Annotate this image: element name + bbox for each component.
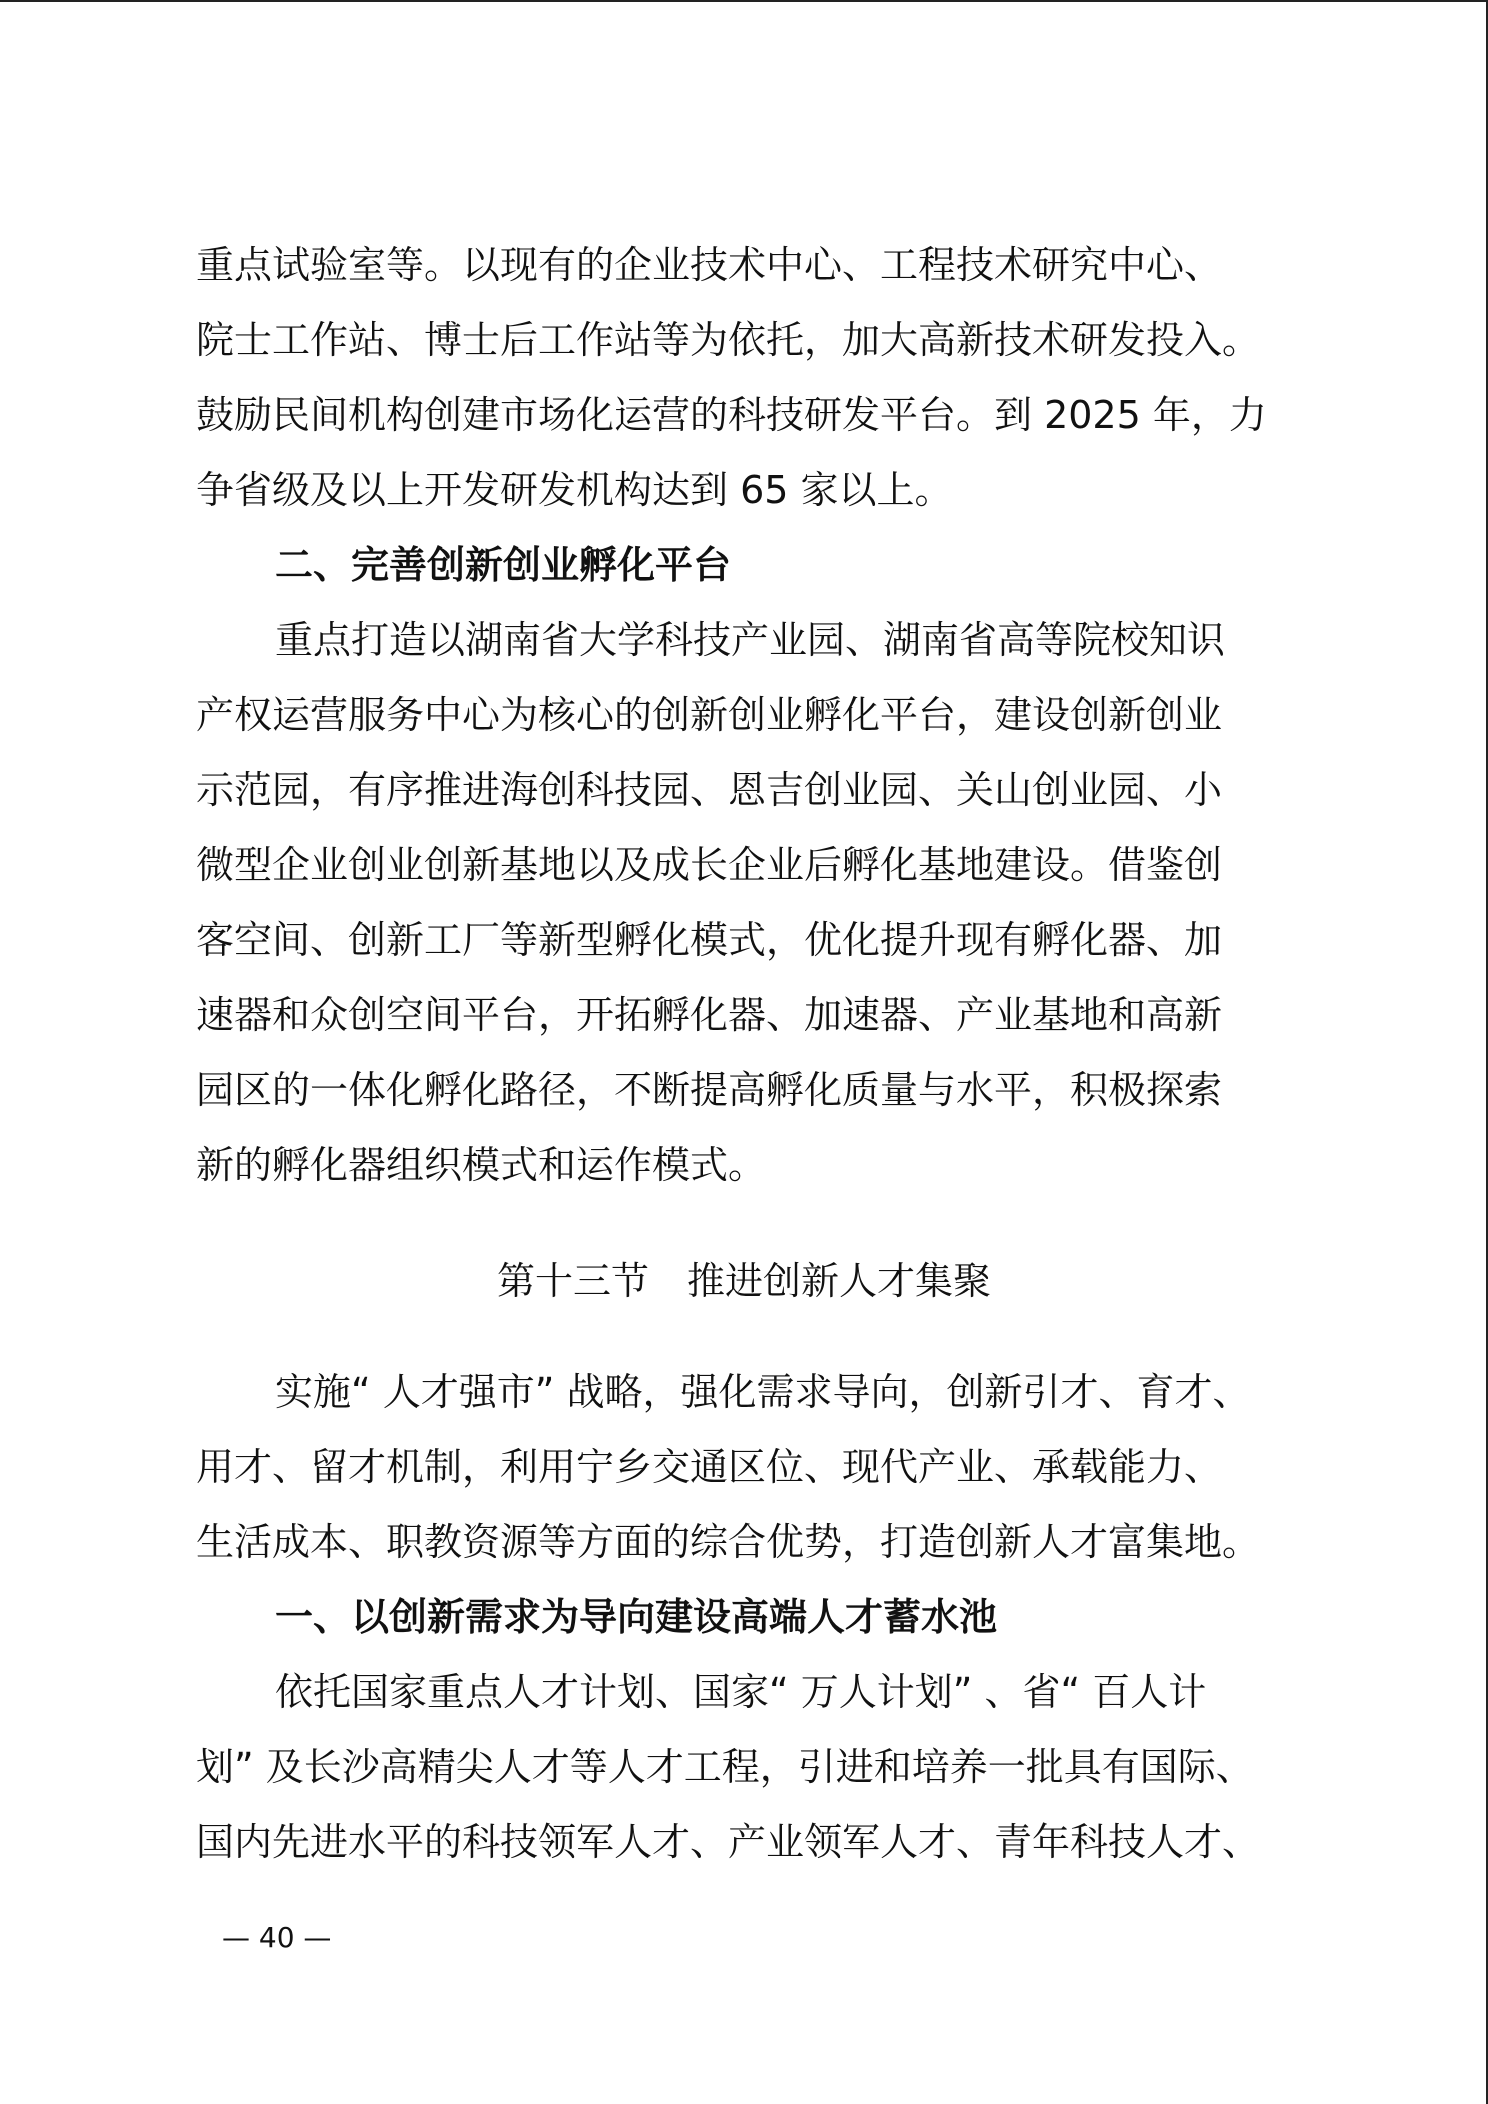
section-name: 推进创新人才集聚 [687,1259,992,1303]
text-line: 实施“ 人才强市” 战略，强化需求导向，创新引才、育才、 [275,1370,1251,1414]
text-line: 鼓励民间机构创建市场化运营的科技研发平台。到 2025 年，力 [196,393,1267,437]
page-number: — 40 — [222,1921,332,1954]
subheading-talent-pool: 一、以创新需求为导向建设高端人才蓄水池 [275,1595,998,1639]
text-line: 产权运营服务中心为核心的创新创业孵化平台，建设创新创业 [196,693,1223,737]
text-line: 客空间、创新工厂等新型孵化模式，优化提升现有孵化器、加 [196,918,1223,962]
text-line: 重点试验室等。以现有的企业技术中心、工程技术研究中心、 [196,243,1223,287]
text-line: 微型企业创业创新基地以及成长企业后孵化基地建设。借鉴创 [196,843,1223,887]
text-line: 园区的一体化孵化路径，不断提高孵化质量与水平，积极探索 [196,1068,1223,1112]
section-title [196,1244,1292,1319]
paragraph-talent-programs [196,1655,1292,1880]
paragraph-talent-strategy [196,1355,1292,1580]
paragraph-incubation [196,603,1292,1203]
text-line: 生活成本、职教资源等方面的综合优势，打造创新人才富集地。 [196,1520,1261,1564]
page-top-border [0,0,1488,2]
text-line: 国内先进水平的科技领军人才、产业领军人才、青年科技人才、 [196,1820,1261,1864]
text-line: 划” 及长沙高精尖人才等人才工程，引进和培养一批具有国际、 [196,1745,1254,1789]
section-number: 第十三节 [496,1259,649,1303]
text-line: 依托国家重点人才计划、国家“ 万人计划” 、省“ 百人计 [275,1670,1207,1714]
subheading-incubation-platform: 二、完善创新创业孵化平台 [275,543,732,587]
text-line: 新的孵化器组织模式和运作模式。 [196,1143,767,1187]
document-page [196,228,1292,1880]
text-line: 用才、留才机制，利用宁乡交通区位、现代产业、承载能力、 [196,1445,1223,1489]
text-line: 重点打造以湖南省大学科技产业园、湖南省高等院校知识 [275,618,1226,662]
text-line: 争省级及以上开发研发机构达到 65 家以上。 [196,468,953,512]
text-line: 示范园，有序推进海创科技园、恩吉创业园、关山创业园、小 [196,768,1223,812]
text-line: 速器和众创空间平台，开拓孵化器、加速器、产业基地和高新 [196,993,1223,1037]
paragraph-continuation [196,228,1292,528]
text-line: 院士工作站、博士后工作站等为依托，加大高新技术研发投入。 [196,318,1261,362]
